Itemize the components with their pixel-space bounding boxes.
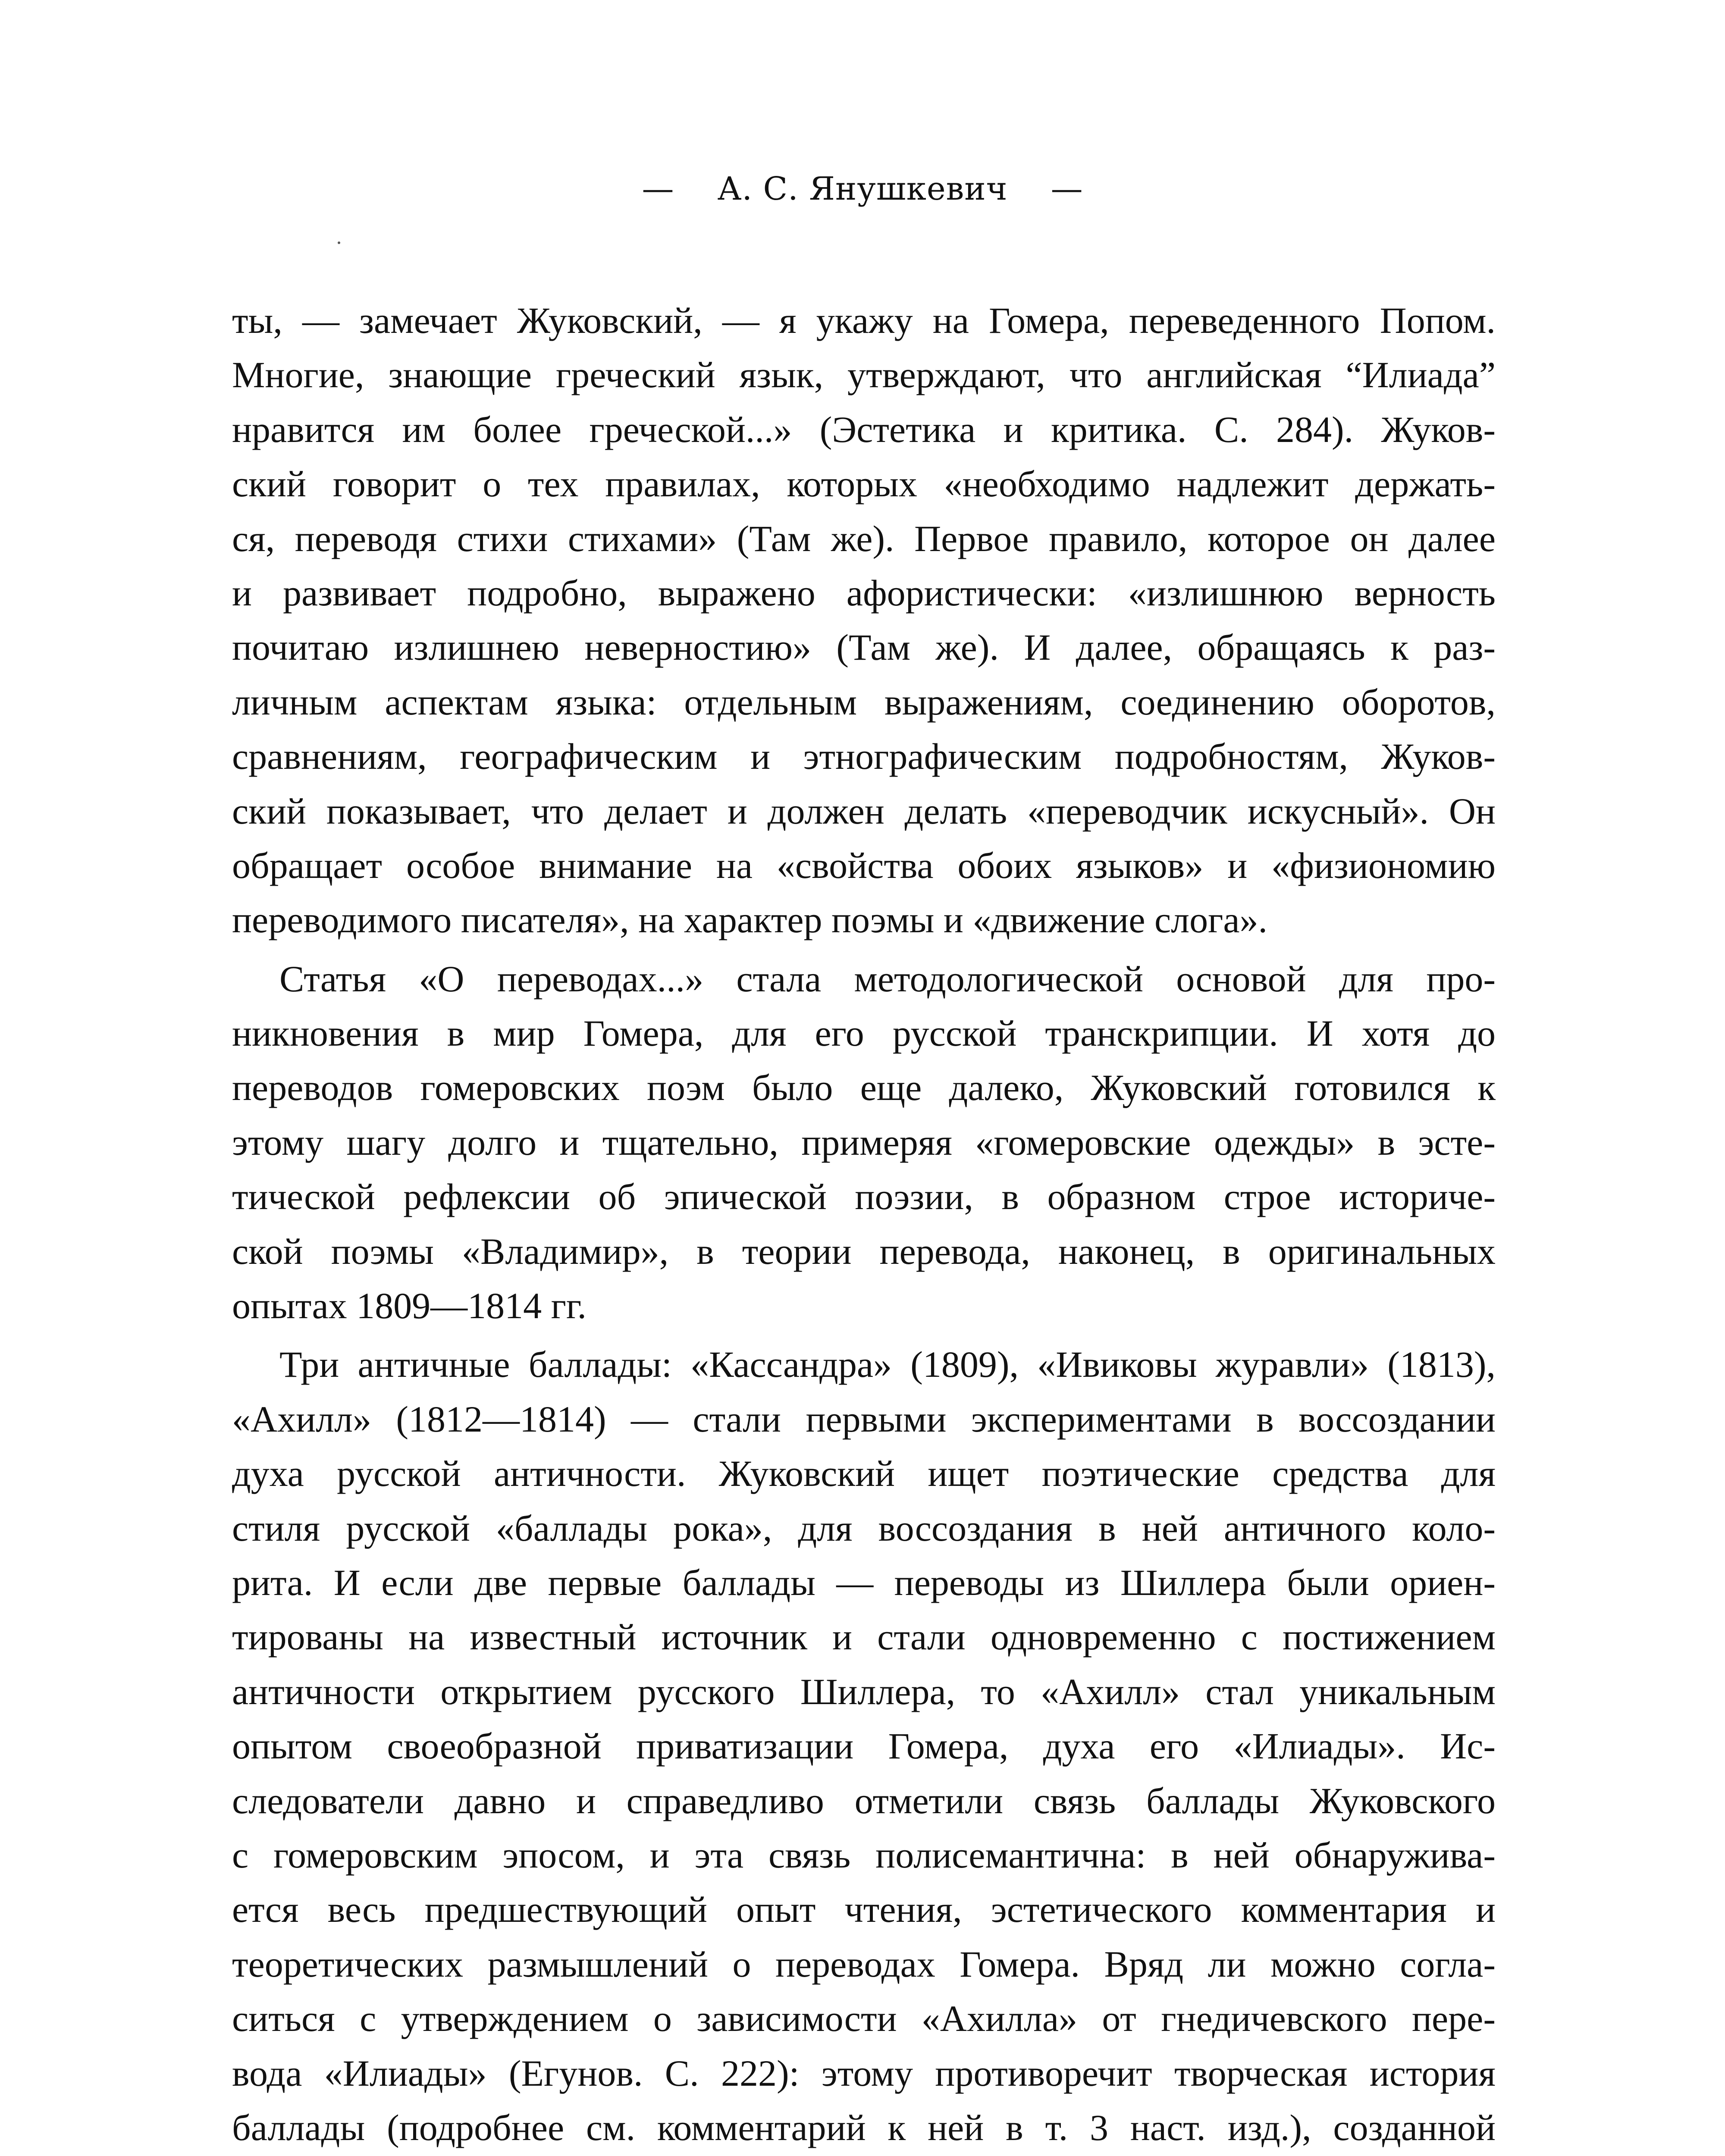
text-line: переводимого писателя», на характер поэмы и «движение слога». [232,899,1268,941]
text-line: «Ахилл» (1812—1814) — стали первыми экспериментами в воссоздании [232,1398,1496,1440]
text-line: стиля русской «баллады рока», для воссоздания в ней античного коло- [232,1507,1496,1549]
text-line: переводов гомеровских поэм было еще далеко, Жуковский готовился к [232,1067,1496,1109]
text-line: ской поэмы «Владимир», в теории перевода, наконец, в оригинальных [232,1230,1496,1272]
text-line: рита. И если две первые баллады — переводы из Шиллера были ориен- [232,1561,1496,1603]
text-line: обращает особое внимание на «свойства обоих языков» и «физиономию [232,844,1496,886]
text-line: личным аспектам языка: отдельным выражениям, соединению оборотов, [232,681,1496,723]
text-line: следователи давно и справедливо отметили связь баллады Жуковского [232,1780,1496,1821]
paragraph-gap [232,947,1496,952]
text-line: и развивает подробно, выражено афористически: «излишнюю верность [232,572,1496,614]
text-line: ся, переводя стихи стихами» (Там же). Первое правило, которое он далее [232,517,1496,559]
text-line: баллады (подробнее см. комментарий к ней в т. 3 наст. изд.), созданной [232,2106,1496,2148]
text-line: Статья «О переводах...» стала методологической основой для про- [279,958,1496,1000]
text-line: опытом своеобразной приватизации Гомера, духа его «Илиады». Ис- [232,1725,1496,1767]
text-line: вода «Илиады» (Егунов. С. 222): этому противоречит творческая история [232,2052,1496,2094]
print-speck [338,241,340,244]
text-line: этому шагу долго и тщательно, примеряя «гомеровские одежды» в эсте- [232,1121,1496,1163]
text-line: ский показывает, что делает и должен делать «переводчик искусный». Он [232,790,1496,832]
text-line: опытах 1809—1814 гг. [232,1285,586,1327]
text-line: ский говорит о тех правилах, которых «необходимо надлежит держать- [232,463,1496,505]
text-line: с гомеровским эпосом, и эта связь полисемантична: в ней обнаружива- [232,1834,1496,1876]
text-line: тической рефлексии об эпической поэзии, в образном строе историче- [232,1176,1496,1218]
text-line: ситься с утверждением о зависимости «Ахилла» от гнедичевского пере- [232,1998,1496,2040]
text-line: ты, — замечает Жуковский, — я укажу на Гомера, переведенного Попом. [232,300,1496,341]
text-line: нравится им более греческой...» (Эстетика и критика. С. 284). Жуков- [232,408,1496,450]
paragraph-gap [232,1333,1496,1337]
text-line: теоретических размышлений о переводах Гомера. Вряд ли можно согла- [232,1943,1496,1985]
header-dash-right: — [1051,170,1083,207]
text-line: сравнениям, географическим и этнографическим подробностям, Жуков- [232,736,1496,777]
running-head [0,170,1725,207]
text-line: Многие, знающие греческий язык, утверждают, что английская “Илиада” [232,354,1496,396]
text-line: почитаю излишнею неверностию» (Там же). И далее, обращаясь к раз- [232,627,1496,668]
text-line: Три античные баллады: «Кассандра» (1809), «Ивиковы журавли» (1813), [279,1344,1496,1385]
body-text [232,293,1496,2156]
header-dash-left: — [642,170,674,207]
text-line: ется весь предшествующий опыт чтения, эстетического комментария и [232,1889,1496,1930]
text-line: никновения в мир Гомера, для его русской транскрипции. И хотя до [232,1012,1496,1054]
text-line: античности открытием русского Шиллера, то «Ахилл» стал уникальным [232,1670,1496,1712]
text-line: духа русской античности. Жуковский ищет поэтические средства для [232,1453,1496,1495]
running-head-author: А. С. Янушкевич [717,170,1008,207]
text-line: тированы на известный источник и стали одновременно с постижением [232,1616,1496,1658]
